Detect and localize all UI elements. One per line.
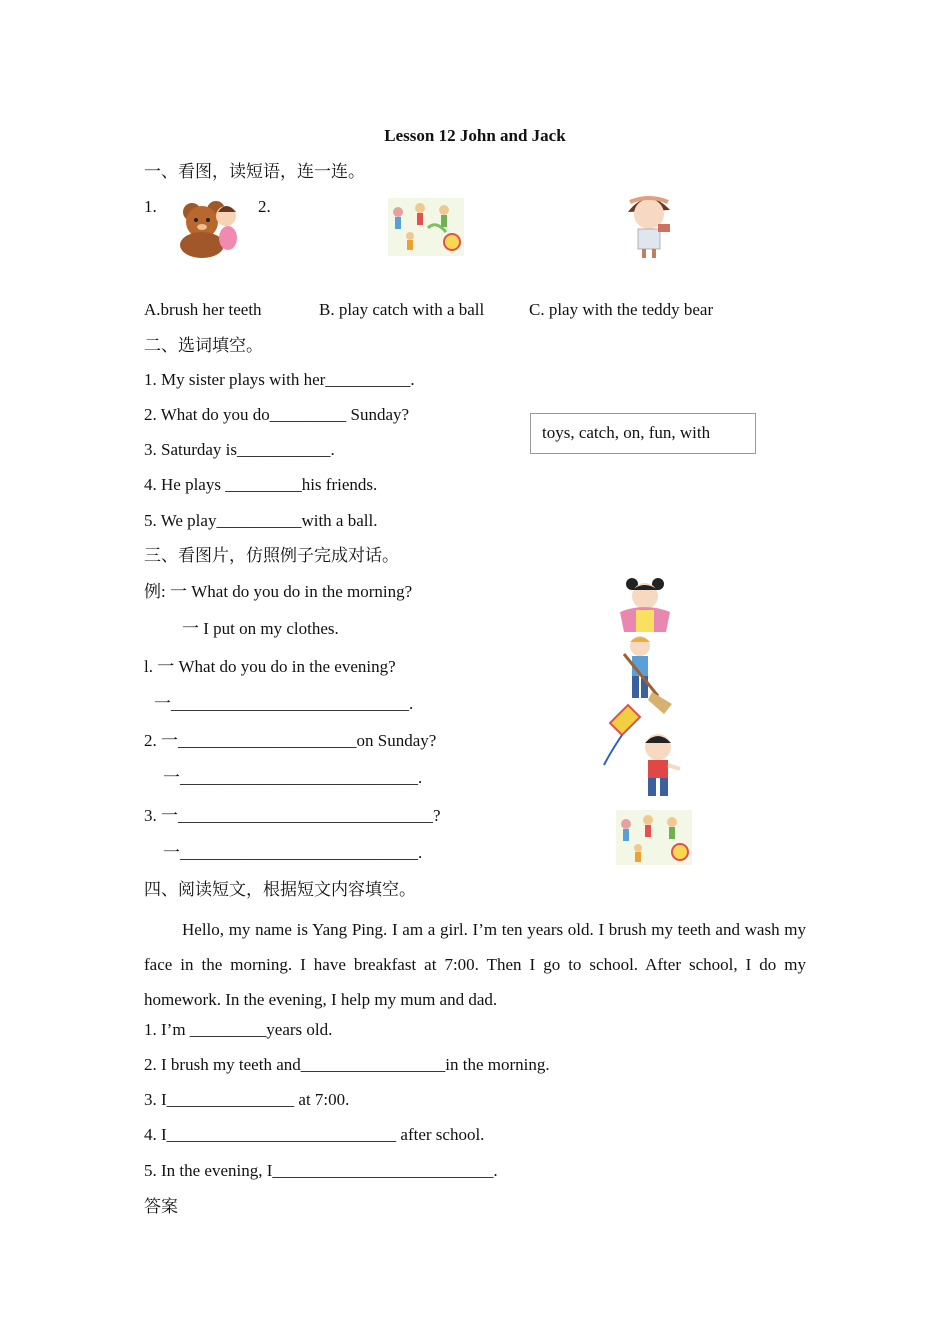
dialogue-question-3: 3. 一______________________________? [144,806,441,825]
example-answer: 一 I put on my clothes. [182,619,339,638]
item-number-1: 1. [144,197,157,216]
girl-putting-on-clothes-picture [614,576,676,634]
page-title: Lesson 12 John and Jack [384,126,566,145]
boy-flying-kite-picture [600,703,684,801]
option-a: A.brush her teeth [144,300,262,319]
reading-item-5: 5. In the evening, I__________________________. [144,1161,498,1180]
item-number-2: 2. [258,197,271,216]
reading-item-4: 4. I___________________________ after school. [144,1125,485,1144]
section3-heading: 三、看图片，仿照例子完成对话。 [144,546,399,565]
example-question: 例: 一 What do you do in the morning? [144,582,413,601]
reading-item-1: 1. I’m _________years old. [144,1020,333,1039]
children-playing-ball-picture [616,810,692,865]
dialogue-answer-3: 一____________________________. [163,843,423,862]
children-playing-catch-picture [388,198,464,256]
word-bank-text: toys, catch, on, fun, with [542,423,711,442]
fill-item-1: 1. My sister plays with her__________. [144,370,415,389]
section2-heading: 二、选词填空。 [144,336,263,355]
dialogue-question-2: 2. 一_____________________on Sunday? [144,731,437,750]
teddy-bear-girl-picture [170,190,240,260]
section1-heading: 一、看图，读短语，连一连。 [144,162,365,181]
fill-item-4: 4. He plays _________his friends. [144,475,378,494]
section4-heading: 四、阅读短文，根据短文内容填空。 [144,880,416,899]
reading-passage: Hello, my name is Yang Ping. I am a girl. I’m ten years old. I brush my teeth and wash my face in the morning. I have breakfast at 7:00. Then I go to school. After school, I do my homework. In the evening, I help my mum and dad. [144,920,806,1009]
dialogue-answer-2: 一____________________________. [163,768,423,787]
fill-item-3: 3. Saturday is___________. [144,440,335,459]
dialogue-question-1: l. 一 What do you do in the evening? [144,657,396,676]
reading-item-2: 2. I brush my teeth and_________________in the morning. [144,1055,550,1074]
reading-item-3: 3. I_______________ at 7:00. [144,1090,350,1109]
option-b: B. play catch with a ball [319,300,485,319]
fill-item-5: 5. We play__________with a ball. [144,511,378,530]
girl-brushing-teeth-picture [620,190,678,260]
dialogue-answer-1: 一____________________________. [154,694,414,713]
word-bank-box [530,413,756,454]
fill-item-2: 2. What do you do_________ Sunday? [144,405,410,424]
option-c: C. play with the teddy bear [529,300,714,319]
answer-heading: 答案 [144,1197,178,1216]
